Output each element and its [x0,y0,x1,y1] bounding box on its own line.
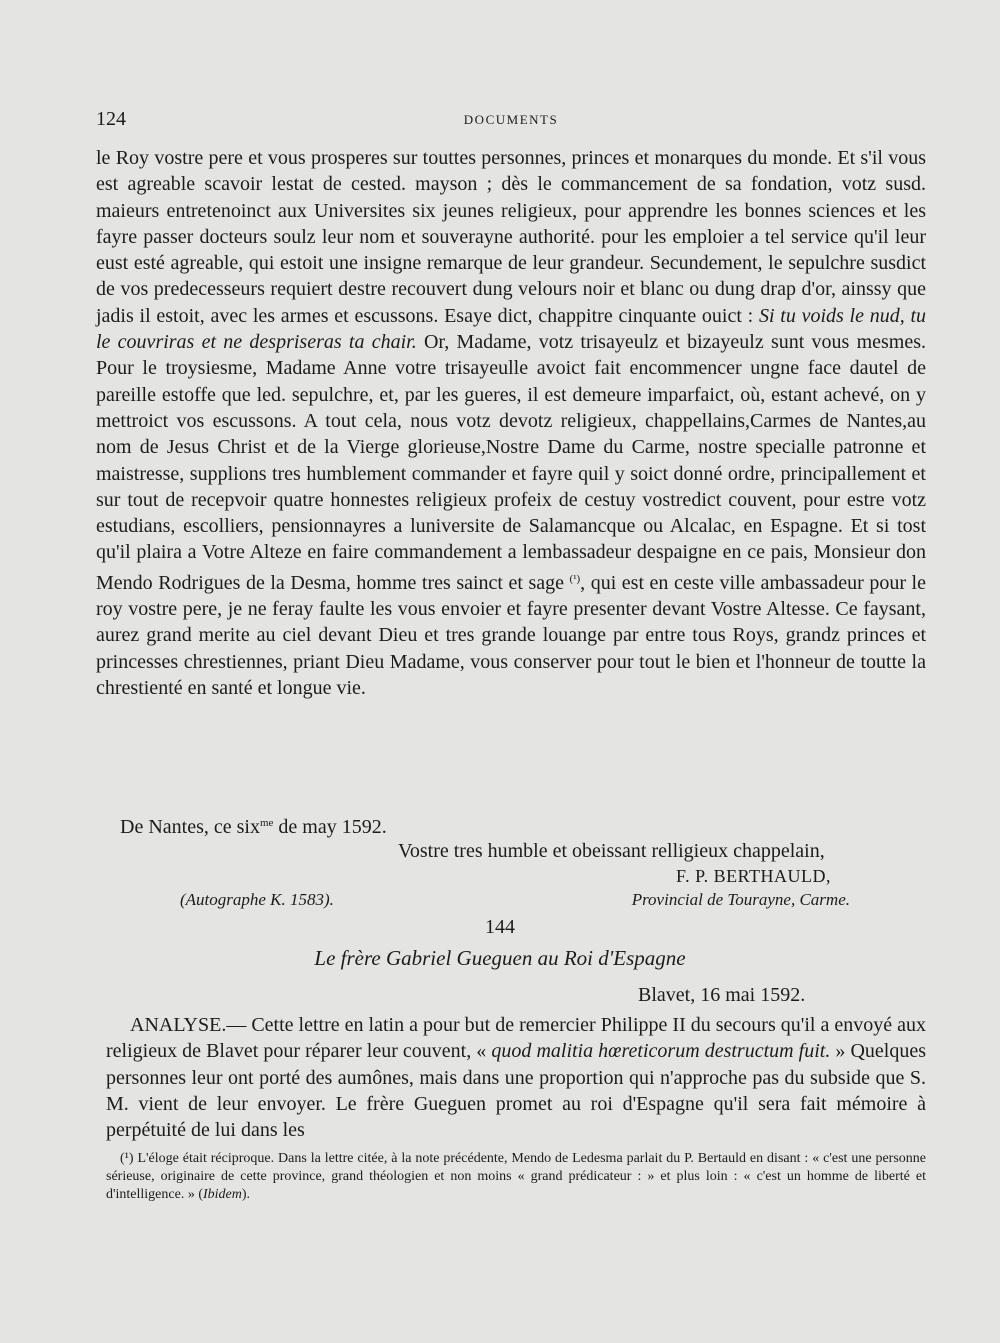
letter-date: De Nantes, ce six$^{me}$ de may 1592. [120,816,387,838]
latin-quote: quod malitia hœreticorum destructum fuit. [491,1040,831,1063]
letter-body [96,145,926,701]
running-head: DOCUMENTS [463,112,559,127]
document-number: 144 [485,916,515,938]
letter-text: le Roy vostre pere et vous prosperes sur touttes personnes, princes et monarques du monde. Et s'il vous est agreable scavoir lestat de cested. mayson ; dès le commancement de sa fondation, votz susd. maieurs entretenoinct aux Universites six jeunes religieux, pour apprendre les bonnes sciences et les fayre passer docteurs soulz leur nom et souverayne authorité. pour les emploier a tel service qu'il leur eust esté agreable, qui estoit une insigne remarque de leur grandeur. Secundement, le sepulchre susdict de vos predecesseurs requiert destre recouvert dung velours noir et blanc ou dung drap d'or, ainssy que jadis il estoit, avec les armes et escussons. Esaye dict, chappitre cinquante ouict : [96,147,926,327]
signer-title: Provincial de Tourayne, Carme. [631,890,850,909]
letter-text: Or, Madame, votz trisayeulz et bizayeulz sunt vous mesmes. Pour le troysiesme, Madame Anne votre trisayeulle avoict fait encommencer ungne face dautel de pareille estoffe que led. sepulchre, et, par les gueres, il est demeure imparfaict, où, estant achevé, on y mettroict vos escussons. A tout cela, nous votz devotz religieux, chappellains,Carmes de Nantes,au nom de Jesus Christ et de la Vierge glorieuse,Nostre Dame du Carme, nostre specialle patronne et maistresse, supplions tres humblement commander et fayre quil y soict donné ordre, principallement et sur tout de recepvoir quatre honnestes religieux profeix de cestuy vostredict couvent, pour estre votz estudians, escolliers, pensionnayres a luniversite de Salamancque ou Alcalac, en Espagne. Et si tost qu'il plaira a Votre Alteze en faire commandement a lembassadeur despaigne en ce pais, Monsieur don Mendo Rodrigues de la Desma, homme tres sainct et sage [96,331,926,594]
letter-closing: Vostre tres humble et obeissant relligieux chappelain, [398,840,825,862]
document-title: Le frère Gabriel Gueguen au Roi d'Espagne [314,946,686,970]
footnote-reference: (¹) [569,572,581,585]
page-number: 124 [96,108,126,130]
scripture-quote: Si tu voids le nud, tu le couvriras et ne despriseras ta chair. [96,304,926,354]
letter-paragraph [96,145,926,701]
page-header [96,108,926,134]
signer-name: F. P. BERTHAULD, [676,866,831,886]
analysis-paragraph: ANALYSE.— Cette lettre en latin a pour but de remercier Philippe II du secours qu'il a envoyé aux religieux de Blavet pour réparer leur couvent, « quod malitia hœreticorum destructum fuit. » Quelques personnes leur ont porté des aumônes, mais dans une proportion qui n'approche pas du subside que S. M. vient de leur envoyer. Le frère Gueguen promet au roi d'Espagne qu'il sera fait mémoire à perpétuité de lui dans les [106,1014,926,1142]
ibidem-text: Ibidem [203,1187,242,1202]
document-place-date: Blavet, 16 mai 1592. [638,984,806,1006]
analysis-label: ANALYSE. [130,1014,227,1036]
letter-text: , qui est en ceste ville ambassadeur pour le roy vostre pere, je ne feray faulte les vous envoier et fayre presenter devant Vostre Altesse. Ce faysant, aurez grand merite au ciel devant Dieu et tres grande louange par entre tous Roys, grandz princes et princesses chrestiennes, priant Dieu Madame, vous conserver pour tout le bien et l'honneur de toutte la chrestienté en santé et longue vie. [96,571,926,699]
footnote: (¹) L'éloge était réciproque. Dans la lettre citée, à la note précédente, Mendo de Ledesma parlait du P. Bertauld en disant : « c'est une personne sérieuse, originaire de cette province, grand théologien et non moins « grand prédicateur : » et plus loin : « c'est un homme de liberté et d'intelligence. » (Ibidem). [106,1151,926,1202]
archive-reference: (Autographe K. 1583). [180,890,334,909]
footnote-marker: (¹) [120,1151,134,1166]
